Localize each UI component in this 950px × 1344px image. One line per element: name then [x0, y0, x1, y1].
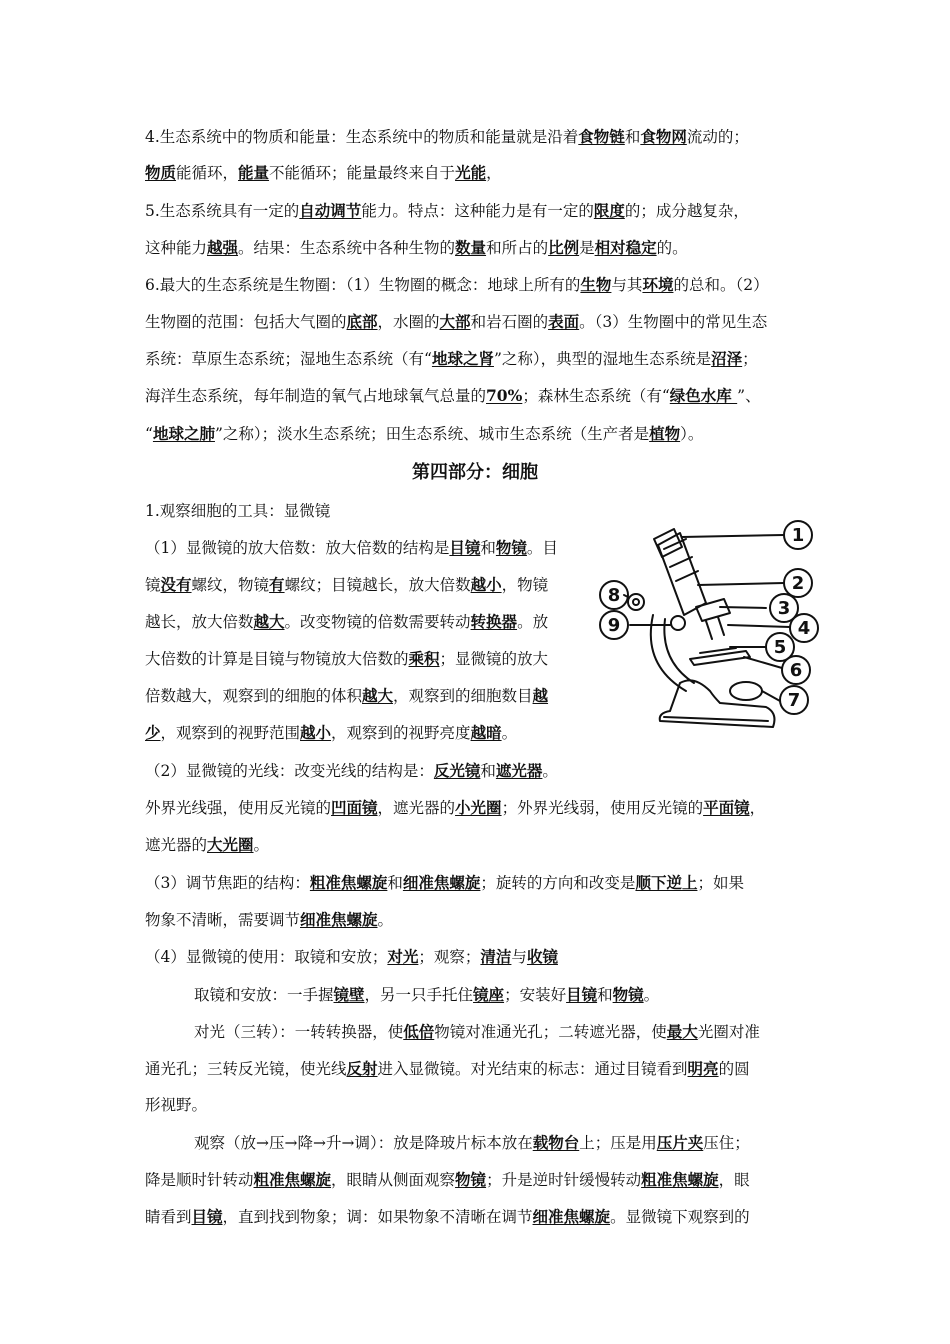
text-line [145, 348, 758, 370]
text-run: 物象不清晰，需要调节 [145, 911, 301, 929]
key-term: 物质 [145, 163, 177, 182]
key-term: 收镜 [526, 947, 558, 966]
text-run: ”、 [737, 387, 761, 405]
text-run: 进入显微镜。对光结束的标志：通过目镜看到 [377, 1060, 688, 1078]
text-run: ； [742, 350, 758, 368]
key-term: 光能 [455, 163, 487, 182]
text-run: 镜 [145, 576, 161, 594]
text-line [145, 1094, 207, 1116]
text-line [145, 834, 269, 856]
text-run: ，眼睛从侧面观察 [331, 1171, 456, 1189]
key-term: 越小 [300, 723, 332, 742]
key-term: 明亮 [687, 1059, 719, 1078]
key-term: 物镜 [612, 985, 644, 1004]
key-term: 越暗 [470, 723, 502, 742]
key-term: 地球之肺 [152, 424, 215, 443]
text-run: 。 [501, 724, 518, 742]
text-run: ；显微镜的放大 [439, 650, 549, 668]
key-term: 反射 [346, 1059, 378, 1078]
key-term: 食物链 [578, 127, 625, 146]
key-term: 越大 [362, 686, 394, 705]
key-term: 细准焦螺旋 [300, 910, 378, 929]
key-term: 绿色水库 [669, 386, 738, 405]
key-term: 细准焦螺旋 [402, 873, 481, 892]
text-run: 和 [387, 874, 403, 892]
text-run: 这种能力 [145, 239, 208, 257]
text-run: ，另一只手托住 [364, 986, 474, 1004]
text-run: 。显微镜下观察到的 [610, 1208, 750, 1226]
label-6: 6 [789, 660, 803, 681]
label-9: 9 [607, 615, 621, 636]
key-term: 沼泽 [711, 349, 743, 368]
text-run: 螺纹；目镜越长，放大倍数 [284, 576, 471, 594]
text-run: 能循环， [176, 164, 239, 182]
key-term: 限度 [593, 201, 625, 220]
text-run: 和 [624, 128, 641, 146]
key-term: 物镜 [455, 1170, 487, 1189]
text-run: 与其 [611, 276, 643, 294]
text-line [145, 872, 744, 894]
key-term: 食物网 [640, 127, 687, 146]
text-line [145, 1169, 750, 1191]
text-run: 。 [377, 911, 394, 929]
text-run: 的总和。（2） [673, 276, 769, 294]
text-run: 1.观察细胞的工具：显微镜 [145, 502, 331, 520]
text-run: 的圆 [718, 1060, 750, 1078]
text-run: 上；压是用 [579, 1134, 657, 1152]
text-run: ，眼 [718, 1171, 750, 1189]
text-run: 越长，放大倍数 [145, 613, 254, 631]
key-term: 遮光器 [495, 761, 543, 780]
text-run: 能力。特点：这种能力是有一定的 [361, 202, 594, 220]
key-term: 镜壁 [333, 985, 365, 1004]
text-run: 螺纹，物镜 [191, 576, 270, 594]
text-run: 遮光器的 [145, 836, 208, 854]
key-term: 低倍 [403, 1022, 435, 1041]
text-run: 的。 [656, 239, 688, 257]
coarse-knob-center [633, 599, 639, 605]
text-run: 。（3）生物圈中的常见生态 [579, 313, 768, 331]
leader-6 [744, 657, 782, 668]
text-line [145, 722, 517, 744]
text-run: 观察（放→压→降→升→调）：放是降玻片标本放在 [194, 1134, 533, 1152]
text-run: （3）调节焦距的结构： [145, 874, 310, 892]
text-run: ，水圈的 [377, 313, 440, 331]
text-run: ；森林生态系统（有“ [522, 387, 670, 405]
text-line [194, 1132, 750, 1154]
key-term: 越强 [207, 238, 239, 257]
text-line [145, 1206, 750, 1228]
text-line [145, 274, 769, 296]
text-run: 光圈对准 [697, 1023, 760, 1041]
key-term: 有 [269, 575, 285, 594]
text-line [145, 200, 749, 222]
key-term: 乘积 [408, 649, 440, 668]
text-line [145, 574, 548, 596]
text-line [145, 500, 330, 522]
key-term: 反光镜 [433, 761, 481, 780]
text-run: 海洋生态系统，每年制造的氧气占地球氧气总量的 [145, 387, 487, 405]
text-run: 睛看到 [145, 1208, 192, 1226]
key-term: 平面镜 [703, 798, 750, 817]
text-line [194, 1021, 760, 1043]
label-7: 7 [787, 690, 801, 711]
text-run: 。 [253, 836, 270, 854]
text-run: ；安装好 [504, 986, 567, 1004]
leader-2 [698, 583, 784, 585]
text-run: ；外界光线弱，使用反光镜的 [501, 799, 704, 817]
text-run: 和所占的 [486, 239, 549, 257]
key-term: 生物 [580, 275, 612, 294]
key-term: 镜座 [473, 985, 505, 1004]
base-line [664, 717, 768, 721]
text-line [145, 537, 558, 559]
stage-shape [690, 651, 750, 665]
key-term: 相对稳定 [594, 238, 657, 257]
text-run: 的；成分越复杂， [624, 202, 749, 220]
label-8: 8 [607, 585, 621, 606]
text-run: ，观察到的细胞数目 [393, 687, 533, 705]
key-term: 目镜 [449, 538, 481, 557]
key-term: 植物 [649, 424, 681, 443]
text-line [145, 611, 548, 633]
text-run: 压住； [703, 1134, 750, 1152]
microscope-diagram [598, 515, 820, 747]
leader-3 [720, 607, 766, 608]
text-run: ；升是逆时针缓慢转动 [486, 1171, 642, 1189]
key-term: 能量 [238, 163, 270, 182]
text-run: “ [145, 425, 153, 443]
leader-1 [682, 535, 784, 537]
key-term: 越大 [253, 612, 285, 631]
key-term: 没有 [160, 575, 192, 594]
key-term: 最大 [666, 1022, 698, 1041]
text-run: 是 [579, 239, 595, 257]
text-run: 。改变物镜的倍数需要转动 [284, 613, 471, 631]
key-term: 粗准焦螺旋 [253, 1170, 332, 1189]
key-term: 数量 [455, 238, 487, 257]
key-term: 小光圈 [455, 798, 502, 817]
text-run: （1）显微镜的放大倍数：放大倍数的结构是 [145, 539, 450, 557]
text-run: 和 [480, 539, 496, 557]
text-run: 降是顺时针转动 [145, 1171, 254, 1189]
text-run: 生物圈的范围：包括大气圈的 [145, 313, 347, 331]
key-term: 表面 [548, 312, 580, 331]
key-term: 自动调节 [299, 201, 362, 220]
key-term: 细准焦螺旋 [532, 1207, 611, 1226]
leader-7 [762, 691, 780, 701]
text-run: ，遮光器的 [377, 799, 456, 817]
text-run: 6.最大的生态系统是生物圈：（1）生物圈的概念：地球上所有的 [145, 276, 581, 294]
text-run: 流动的； [686, 128, 749, 146]
key-term: 地球之肾 [431, 349, 494, 368]
coarse-knob [628, 594, 644, 610]
text-run: 和 [480, 762, 496, 780]
key-term: 越 [532, 686, 549, 705]
key-term: 目镜 [566, 985, 598, 1004]
fine-knob [671, 616, 685, 630]
text-run: 通光孔；三转反光镜，使光线 [145, 1060, 347, 1078]
key-term: 压片夹 [656, 1133, 704, 1152]
text-line [145, 126, 749, 148]
mirror-shape [730, 682, 762, 700]
text-run: ，直到找到物象；调：如果物象不清晰在调节 [222, 1208, 533, 1226]
text-run: 。 [542, 762, 558, 780]
text-run: ；观察； [418, 948, 481, 966]
text-line [145, 1058, 750, 1080]
text-run: （2）显微镜的光线：改变光线的结构是： [145, 762, 434, 780]
key-term: 越小 [470, 575, 502, 594]
key-term: 大光圈 [207, 835, 254, 854]
label-5: 5 [773, 637, 787, 658]
text-run: 。放 [517, 613, 549, 631]
key-term: 顺下逆上 [635, 873, 698, 892]
key-term: 粗准焦螺旋 [309, 873, 388, 892]
text-run: 外界光线强，使用反光镜的 [145, 799, 332, 817]
text-run: ”之称），典型的湿地生态系统是 [493, 350, 712, 368]
key-term: 物镜 [495, 538, 527, 557]
key-term: 环境 [642, 275, 674, 294]
key-term: 清洁 [480, 947, 512, 966]
text-run: ）。 [680, 425, 704, 443]
key-term: 转换器 [470, 612, 518, 631]
text-run: 倍数越大，观察到的细胞的体积 [145, 687, 363, 705]
text-line [145, 909, 393, 931]
text-run: 5.生态系统具有一定的 [145, 202, 300, 220]
key-term: 载物台 [532, 1133, 580, 1152]
text-line [145, 946, 558, 968]
text-run: 对光（三转）：一转转换器，使 [194, 1023, 404, 1041]
converter-shape [696, 599, 730, 621]
key-term: 对光 [387, 947, 419, 966]
text-run: 和 [597, 986, 613, 1004]
text-run: 4.生态系统中的物质和能量：生态系统中的物质和能量就是沿着 [145, 128, 579, 146]
text-run: 。目 [526, 539, 558, 557]
key-term: 底部 [346, 312, 378, 331]
text-line [145, 237, 688, 259]
arm-inner [664, 619, 694, 683]
text-line [145, 760, 558, 782]
text-run: 取镜和安放：一手握 [194, 986, 334, 1004]
key-term: 目镜 [191, 1207, 223, 1226]
key-term: 大部 [439, 312, 471, 331]
key-term: 凹面镜 [331, 798, 378, 817]
text-run: ，观察到的视野亮度 [331, 724, 471, 742]
label-2: 2 [791, 573, 805, 594]
text-line [145, 685, 548, 707]
text-line [145, 385, 761, 407]
label-4: 4 [797, 618, 811, 639]
leader-4 [728, 625, 790, 627]
text-run: 系统：草原生态系统；湿地生态系统（有“ [145, 350, 432, 368]
label-1: 1 [791, 525, 805, 546]
text-run: （4）显微镜的使用：取镜和安放； [145, 948, 388, 966]
text-run: 大倍数的计算是目镜与物镜放大倍数的 [145, 650, 409, 668]
text-run: ，观察到的视野范围 [160, 724, 301, 742]
text-run: 。 [643, 986, 660, 1004]
section-title: 第四部分：细胞 [412, 462, 538, 483]
text-run: ， [486, 164, 502, 182]
key-term: 粗准焦螺旋 [641, 1170, 719, 1189]
key-term: 比例 [548, 238, 580, 257]
label-3: 3 [777, 598, 791, 619]
text-run: ”之称）；淡水生态系统；田生态系统、城市生态系统（生产者是 [214, 425, 650, 443]
text-run: 形视野。 [145, 1096, 208, 1114]
text-run: ，物镜 [501, 576, 549, 594]
text-run: 物镜对准通光孔；二转遮光器，使 [434, 1023, 667, 1041]
text-run: 和岩石圈的 [470, 313, 549, 331]
text-line [145, 423, 703, 445]
text-run: ， [749, 799, 766, 817]
text-line [145, 162, 502, 184]
text-run: 与 [511, 948, 527, 966]
text-run: 不能循环；能量最终来自于 [269, 164, 456, 182]
text-run: ；旋转的方向和改变是 [480, 874, 636, 892]
key-term: 少 [145, 723, 161, 742]
text-line [194, 984, 659, 1006]
text-run: 。结果：生态系统中各种生物的 [238, 239, 456, 257]
key-term: 70% [486, 386, 523, 405]
text-line [145, 648, 548, 670]
text-line [145, 797, 765, 819]
text-run: ；如果 [697, 874, 744, 892]
objective-lines [706, 617, 724, 639]
text-line [145, 311, 767, 333]
